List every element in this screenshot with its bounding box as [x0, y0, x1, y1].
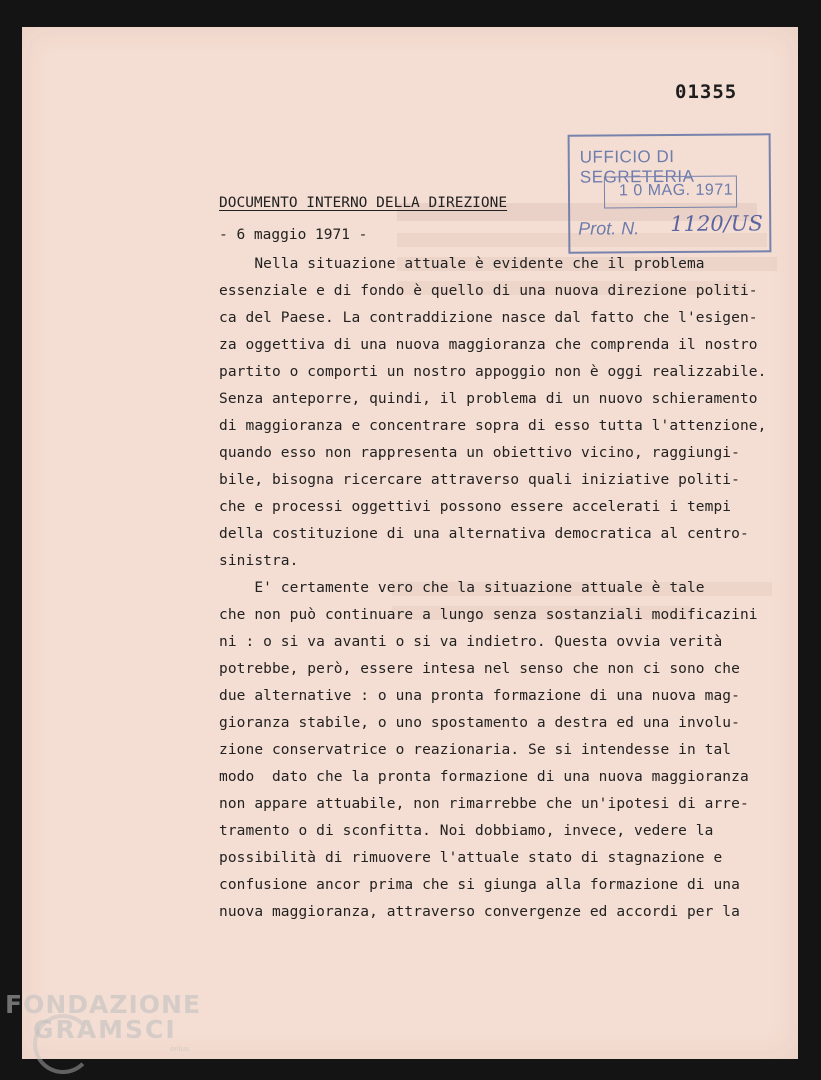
text-line: ni : o si va avanti o si va indietro. Questa ovvia verità [219, 634, 723, 650]
text-line: che e processi oggettivi possono essere accelerati i tempi [219, 499, 732, 515]
stamp-prot-number: 1120/US [670, 211, 763, 236]
document-number: 01355 [675, 81, 738, 103]
text-line: modo dato che la pronta formazione di una nuova maggioranza [219, 769, 749, 785]
text-line: potrebbe, però, essere intesa nel senso che non ci sono che [219, 661, 740, 677]
document-heading: DOCUMENTO INTERNO DELLA DIREZIONE [219, 195, 508, 211]
text-line: zione conservatrice o reazionaria. Se si intendesse in tal [219, 742, 732, 758]
text-line: di maggioranza e concentrare sopra di esso tutta l'attenzione, [219, 418, 767, 434]
text-line: possibilità di rimuovere l'attuale stato di stagnazione e [219, 850, 723, 866]
stamp-date: 1 0 MAG. 1971 [618, 181, 734, 200]
text-line: essenziale e di fondo è quello di una nuova direzione politi- [219, 283, 758, 299]
text-line: sinistra. [219, 553, 299, 569]
watermark-g-icon [33, 1014, 93, 1074]
text-line: ca del Paese. La contraddizione nasce dal fatto che l'esigen- [219, 310, 758, 326]
text-line: partito o comporti un nostro appoggio non è oggi realizzabile. [219, 364, 767, 380]
text-line: tramento o di sconfitta. Noi dobbiamo, invece, vedere la [219, 823, 714, 839]
text-line: E' certamente vero che la situazione attuale è tale [219, 580, 705, 596]
document-date: - 6 maggio 1971 - [219, 227, 368, 243]
text-line: Nella situazione attuale è evidente che il problema [219, 256, 705, 272]
text-line: nuova maggioranza, attraverso convergenze ed accordi per la [219, 904, 740, 920]
text-line: za oggettiva di una nuova maggioranza che comprenda il nostro [219, 337, 758, 353]
text-line: gioranza stabile, o uno spostamento a destra ed una involu- [219, 715, 740, 731]
text-line: della costituzione di una alternativa democratica al centro- [219, 526, 749, 542]
text-line: non appare attuabile, non rimarrebbe che un'ipotesi di arre- [219, 796, 749, 812]
text-line: due alternative : o una pronta formazione di una nuova mag- [219, 688, 740, 704]
text-line: bile, bisogna ricercare attraverso quali iniziative politi- [219, 472, 740, 488]
stamp-date-box [604, 176, 737, 209]
stamp-prot-label: Prot. N. [578, 218, 640, 239]
text-line: Senza anteporre, quindi, il problema di un nuovo schieramento [219, 391, 758, 407]
text-line: confusione ancor prima che si giunga alla formazione di una [219, 877, 740, 893]
stamp-office-text: UFFICIO DI SEGRETERIA [579, 146, 695, 187]
text-line: quando esso non rappresenta un obiettivo vicino, raggiungi- [219, 445, 740, 461]
text-line: che non può continuare a lungo senza sostanziali modificazini [219, 607, 758, 623]
watermark-line1: FONDAZIONE [5, 990, 202, 1019]
watermark-suffix: onlus [170, 1045, 189, 1053]
watermark-line2: GRAMSCI [33, 1015, 177, 1044]
office-stamp [568, 133, 772, 253]
document-page [22, 27, 798, 1059]
fondazione-gramsci-watermark [5, 990, 202, 1053]
